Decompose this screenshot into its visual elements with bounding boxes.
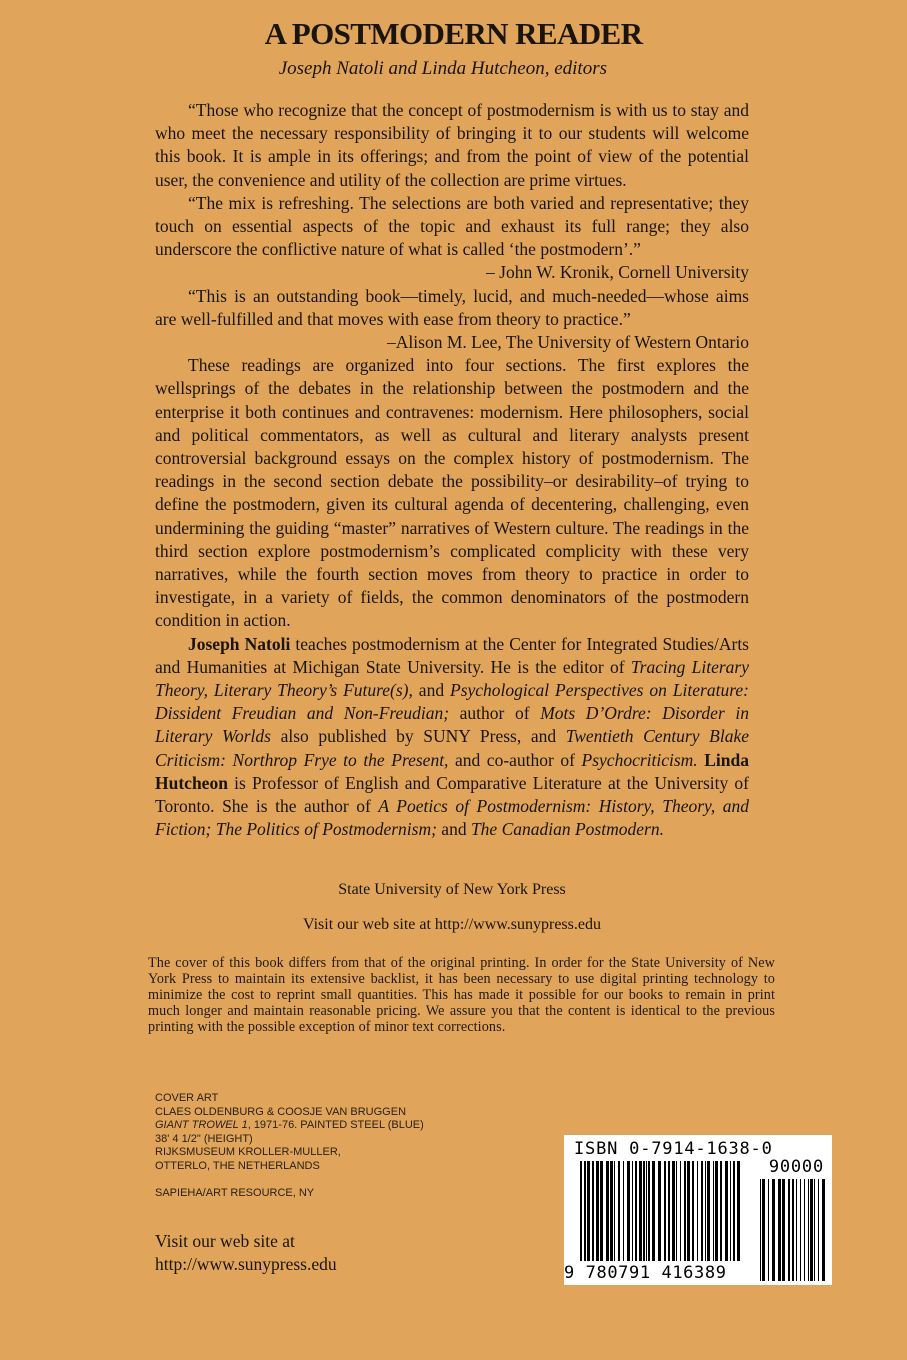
review-quote-3: “This is an outstanding book—timely, lucid, and much-needed—whose aims are well-fulfilled and that moves with ease from theory to practice.” (155, 285, 749, 329)
barcode-bar (715, 1161, 718, 1261)
barcode-bar (800, 1179, 801, 1281)
publisher-name: State University of New York Press (338, 881, 566, 898)
barcode-bar (814, 1179, 815, 1281)
price-code: 90000 (768, 1157, 824, 1177)
barcode-bar (804, 1179, 805, 1281)
isbn-barcode (564, 1135, 832, 1285)
editors-line: Joseph Natoli and Linda Hutcheon, editors (278, 58, 607, 79)
credits-dimensions: 38' 4 1/2" (HEIGHT) (155, 1132, 253, 1145)
book-description: These readings are organized into four sections. The first explores the wellsprings of the debates in the relationship between the postmodern and the enterprise it both continues and contravenes: modernism. Here philosophers, social and political commentators, as well as cultural and literary analysts present controversial background essays on the complex history of postmodernism. The readings in the second section debate the possibility–or desirability–of trying to define the postmodern, given its cultural agenda of decentering, challenging, even undermining the guiding “master” narratives of Western culture. The readings in the third section explore postmodernism’s complicated complicity with these very narratives, while the fourth section moves from theory to practice in order to investigate, in a variety of fields, the common denominators of the postmodern condition in action. (155, 355, 749, 631)
bio-text: and (412, 680, 450, 701)
visit-url: http://www.sunypress.edu (155, 1254, 337, 1274)
barcode-bar (635, 1161, 637, 1261)
bio-text: author of (449, 703, 541, 724)
barcode-bar (760, 1179, 761, 1281)
barcode-bar (778, 1179, 781, 1281)
barcode-bar (680, 1161, 681, 1261)
bio-book-title: The Canadian Postmodern. (470, 819, 664, 840)
barcode-bar (768, 1179, 769, 1281)
review-quote-1: “Those who recognize that the concept of postmodernism is with us to stay and who meet the necessary responsibility of bringing it to our students will welcome this book. It is ample in its offerings; and from the point of view of the potential user, the convenience and utility of the collection are prime virtues. (155, 100, 749, 190)
barcode-bar (610, 1161, 613, 1261)
bio-text: and co-author of (448, 749, 582, 770)
credits-museum: RIJKSMUSEUM KROLLER-MULLER, (155, 1146, 341, 1159)
barcode-bar (618, 1161, 620, 1261)
bio-book-title: Mots D’Ordre: Disorder in Literary Worlds (155, 703, 749, 747)
barcode-bar (614, 1161, 615, 1261)
barcode-bar (632, 1161, 633, 1261)
barcode-bar (713, 1161, 714, 1261)
barcode-bar (668, 1161, 670, 1261)
review-attribution-1: – John W. Kronik, Cornell University (486, 262, 749, 283)
barcode-bar (639, 1161, 642, 1261)
bio-book-title: Psychological Perspectives on Literature: Dissident Freudian and Non-Freudian; (155, 680, 749, 724)
barcode-bar (701, 1161, 703, 1261)
barcode-bar (676, 1161, 677, 1261)
barcode-bar (782, 1179, 785, 1281)
barcode-bar (658, 1161, 661, 1261)
book-title: A POSTMODERN READER (264, 16, 643, 51)
back-cover-text (155, 99, 749, 842)
reprint-notice: The cover of this book differs from that of the original printing. In order for the State University of New York Press to maintain its extensive backlist, it has been necessary to use digital printing technology to minimize the cost to reprint small quantities. This has made it possible for our books to remain in print much longer and maintain reasonable pricing. We assure you that the content is identical to the previous printing with the possible exception of minor text corrections. (148, 955, 775, 1036)
barcode-bar (672, 1161, 675, 1261)
barcode-bar (707, 1161, 710, 1261)
barcode-bar (720, 1161, 722, 1261)
author-bio (155, 633, 749, 842)
bio-book-title: Tracing Literary Theory, Literary Theory’s Future(s), (155, 656, 749, 701)
barcode-bar (730, 1161, 731, 1261)
barcode-bar (697, 1161, 698, 1261)
barcode-bar (684, 1161, 686, 1261)
barcode-bar (705, 1161, 706, 1261)
credits-heading: COVER ART (155, 1092, 219, 1104)
credits-work-details: , 1971-76. PAINTED STEEL (BLUE) (247, 1119, 424, 1132)
barcode-bar (692, 1161, 694, 1261)
natoli-name: Joseph Natoli (188, 633, 291, 654)
barcode-bar (810, 1179, 813, 1281)
visit-block (155, 1230, 337, 1276)
barcode-bar (587, 1161, 590, 1261)
barcode-bar (725, 1161, 728, 1261)
barcode-bar (808, 1179, 809, 1281)
credits-work (155, 1119, 424, 1133)
barcode-bar (646, 1161, 647, 1261)
barcode-bar (600, 1161, 603, 1261)
bio-text: teaches postmodernism at the Center for Integrated Studies/Arts and Humanities at Michigan State University. He is the editor of (155, 633, 749, 677)
credits-work-title: GIANT TROWEL 1 (155, 1119, 248, 1132)
credits-artists: CLAES OLDENBURG & COOSJE VAN BRUGGEN (155, 1105, 407, 1118)
barcode-bar (592, 1161, 594, 1261)
ean-number: 9 780791 416389 (564, 1263, 727, 1283)
bio-book-title: Psychocriticism. (581, 749, 698, 770)
visit-line-1: Visit our web site at (155, 1231, 295, 1251)
review-attribution-2: –Alison M. Lee, The University of Western Ontario (387, 332, 749, 353)
barcode-bar (772, 1179, 775, 1281)
barcode-bar (643, 1161, 645, 1261)
barcode-bar (606, 1161, 609, 1261)
barcode-bar (687, 1161, 690, 1261)
hutcheon-name: Linda Hutcheon (155, 749, 749, 793)
barcode-bar (818, 1179, 819, 1281)
barcode-bar (580, 1161, 582, 1261)
barcode-bar (596, 1161, 599, 1261)
barcode-bar (652, 1161, 655, 1261)
website-line: Visit our web site at http://www.sunypress.edu (303, 916, 601, 933)
barcode-bar (792, 1179, 794, 1281)
barcode-bar (733, 1161, 735, 1261)
bio-text: is Professor of English and Comparative Literature at the University of Toronto. She is the author of (155, 772, 749, 817)
credits-photo: SAPIEHA/ART RESOURCE, NY (155, 1186, 315, 1199)
barcode-bar (822, 1179, 825, 1281)
barcode-bar (648, 1161, 650, 1261)
bio-text: and (436, 819, 471, 840)
barcode-bar (623, 1161, 624, 1261)
barcode-bar (796, 1179, 797, 1281)
review-quote-2: “The mix is refreshing. The selections are both varied and representative; they touch on essential aspects of the topic and exhaust its full range; they also underscore the conflictive nature of what is called ‘the postmodern’.” (155, 192, 749, 260)
barcode-bar (788, 1179, 790, 1281)
barcode-bar (762, 1179, 765, 1281)
bio-book-title: Twentieth Century Blake Criticism: Northrop Frye to the Present, (155, 726, 749, 770)
credits-location: OTTERLO, THE NETHERLANDS (155, 1159, 320, 1172)
barcode-bar (737, 1161, 740, 1261)
bio-book-title: A Poetics of Postmodernism: History, Theory, and Fiction; The Politics of Postmodernism; (155, 796, 750, 840)
barcode-bar (664, 1161, 666, 1261)
cover-art-credits (155, 1092, 424, 1200)
barcode-bar (584, 1161, 586, 1261)
bio-text: also published by SUNY Press, and (270, 726, 566, 747)
barcode-bar (627, 1161, 630, 1261)
isbn-number: ISBN 0-7914-1638-0 (574, 1139, 773, 1159)
